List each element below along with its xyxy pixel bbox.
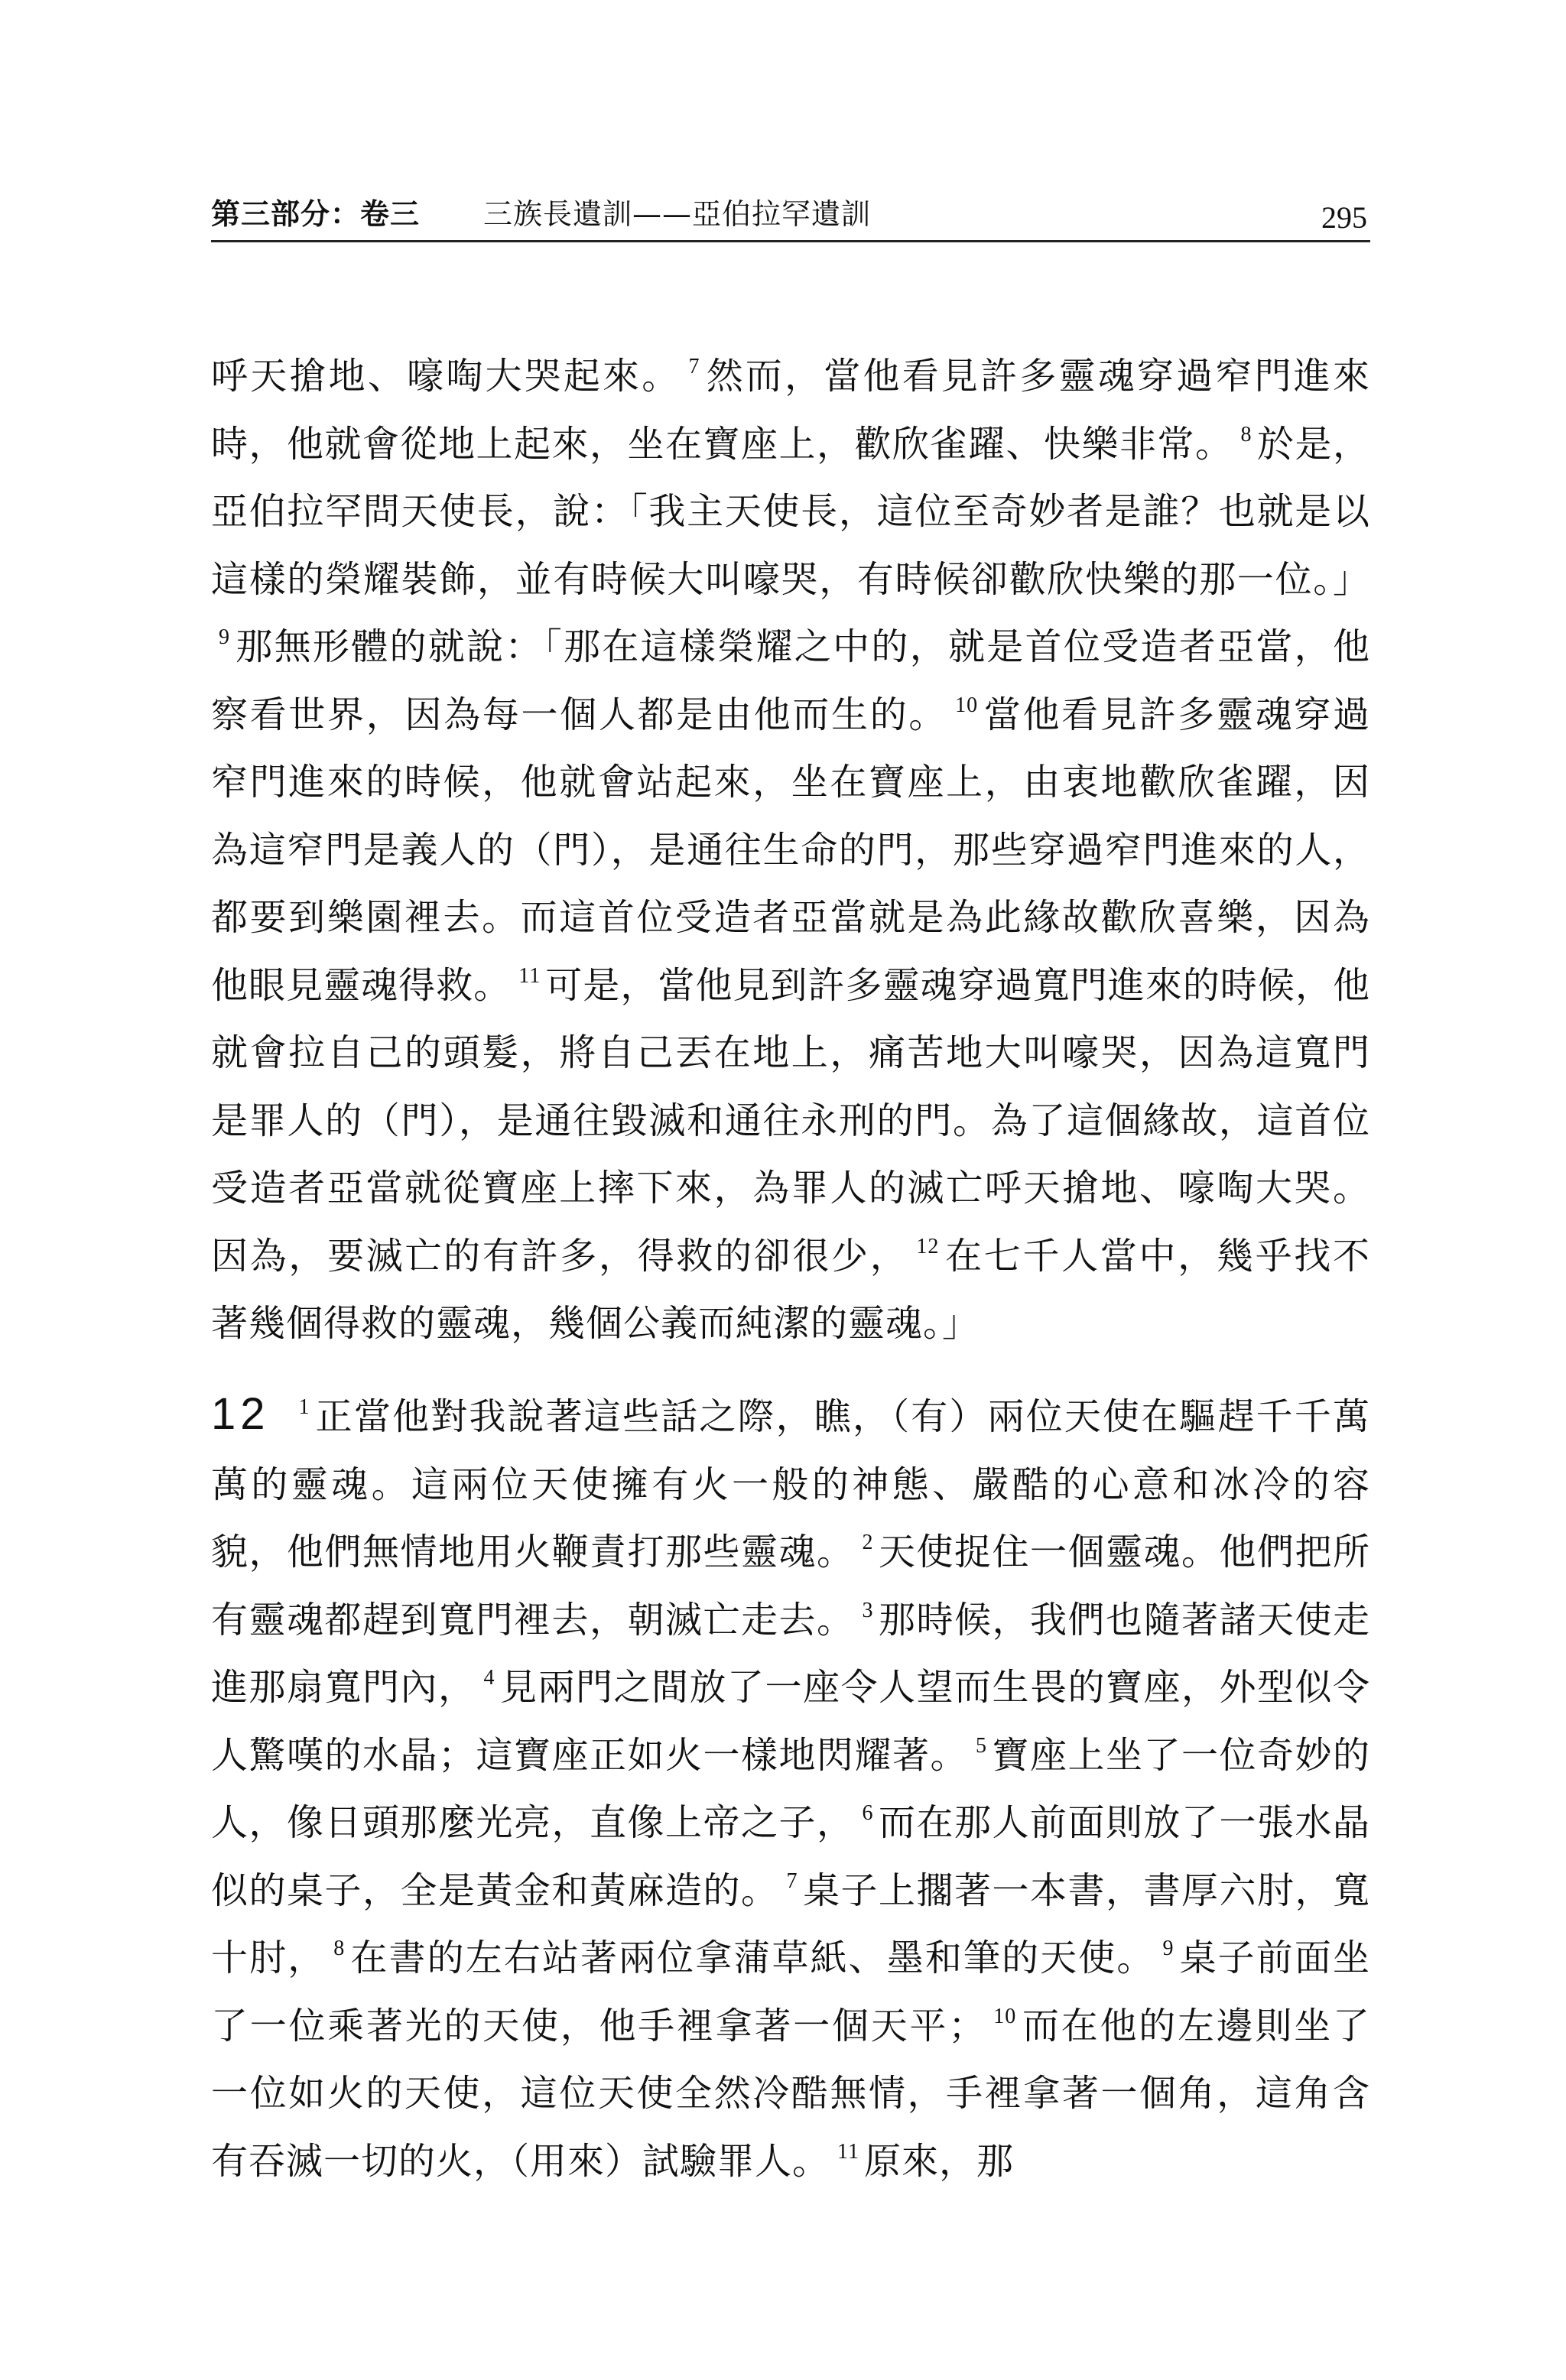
verse-text: 呼天搶地、嚎啕大哭起來。 (211, 355, 681, 398)
verse-text: 寶座上坐了一位奇妙的人，像日頭那麼光亮，直像上帝之子， (211, 1733, 1370, 1844)
verse-text: 正當他對我說著這些話之際，瞧，（有）兩位天使在驅趕千千萬萬的靈魂。這兩位天使擁有火一般的神態、嚴酷的心意和冰冷的容貌，他們無情地用火鞭責打那些靈魂。 (211, 1395, 1370, 1573)
verse-number: 2 (862, 1531, 874, 1554)
verse-number: 6 (862, 1801, 874, 1825)
verse-number: 8 (333, 1937, 346, 1960)
verse-text: 而在他的左邊則坐了一位如火的天使，這位天使全然冷酷無情，手裡拿著一個角，這角含有吞滅一切的火，（用來）試驗罪人。 (211, 2004, 1370, 2183)
verse-number: 11 (837, 2139, 859, 2164)
section-label: 第三部分：卷三 (211, 197, 421, 231)
verse-paragraph (211, 1381, 1370, 2195)
verse-text: 天使捉住一個靈魂。他們把所有靈魂都趕到寬門裡去，朝滅亡走去。 (211, 1531, 1370, 1641)
chapter-title: 三族長遺訓——亞伯拉罕遺訓 (483, 197, 872, 231)
running-header (211, 187, 1370, 242)
verse-text: 在書的左右站著兩位拿蒲草紙、墨和筆的天使。 (349, 1937, 1155, 1979)
verse-text: 桌子上擱著一本書，書厚六肘，寬十肘， (211, 1869, 1370, 1979)
verse-number: 10 (993, 2004, 1017, 2028)
verse-number: 5 (975, 1733, 987, 1758)
verse-number: 1 (298, 1395, 310, 1419)
verse-number: 9 (219, 625, 230, 649)
verse-text: 在七千人當中，幾乎找不著幾個得救的靈魂，幾個公義而純潔的靈魂。」 (211, 1234, 1370, 1345)
verse-text: 可是，當他見到許多靈魂穿過寬門進來的時候，他就會拉自己的頭髮，將自己丟在地上，痛苦地大叫嚎哭，因為這寬門是罪人的（門），是通往毀滅和通往永刑的門。為了這個緣故，這首位受造者亞當就從寶座上摔下來，為罪人的滅亡呼天搶地、嚎啕大哭。因為，要滅亡的有許多，得救的卻很少， (211, 963, 1370, 1278)
verse-text: 而在那人前面則放了一張水晶似的桌子，全是黃金和黃麻造的。 (211, 1801, 1370, 1912)
chapter-12-block (211, 1381, 1370, 2195)
verse-number: 9 (1162, 1937, 1174, 1960)
verse-text: 於是，亞伯拉罕問天使長，說：「我主天使長，這位至奇妙者是誰？也就是以這樣的榮耀裝飾，並有時候大叫嚎哭，有時候卻歡欣快樂的那一位。」 (211, 422, 1370, 601)
page-number: 295 (1321, 200, 1367, 235)
verse-number: 7 (786, 1869, 798, 1893)
verse-number: 3 (862, 1598, 874, 1622)
verse-number: 7 (688, 355, 700, 378)
chapter-number: 12 (211, 1389, 270, 1439)
verse-text: 原來，那 (863, 2139, 1014, 2183)
verse-number: 10 (955, 693, 979, 717)
verse-text: 那時候，我們也隨著諸天使走進那扇寬門內， (211, 1598, 1370, 1709)
verse-number: 8 (1240, 422, 1252, 446)
continuation-paragraph (211, 343, 1370, 1358)
verse-number: 11 (518, 963, 541, 988)
verse-text: 見兩門之間放了一座令人望而生畏的寶座，外型似令人驚嘆的水晶；這寶座正如火一樣地閃耀著。 (211, 1666, 1370, 1777)
verse-paragraph (211, 343, 1370, 1358)
verse-text: 那無形體的就說：「那在這樣榮耀之中的，就是首位受造者亞當，他察看世界，因為每一個人都是由他而生的。 (211, 625, 1370, 736)
verse-number: 4 (483, 1666, 495, 1690)
verse-text: 桌子前面坐了一位乘著光的天使，他手裡拿著一個天平； (211, 1937, 1370, 2047)
verse-text: 當他看見許多靈魂穿過窄門進來的時候，他就會站起來，坐在寶座上，由衷地歡欣雀躍，因為這窄門是義人的（門），是通往生命的門，那些穿過窄門進來的人，都要到樂園裡去。而這首位受造者亞當就是為此緣故歡欣喜樂，因為他眼見靈魂得救。 (211, 693, 1370, 1007)
verse-number: 12 (916, 1234, 940, 1258)
verse-text: 然而，當他看見許多靈魂穿過窄門進來時，他就會從地上起來，坐在寶座上，歡欣雀躍、快樂非常。 (211, 355, 1370, 466)
